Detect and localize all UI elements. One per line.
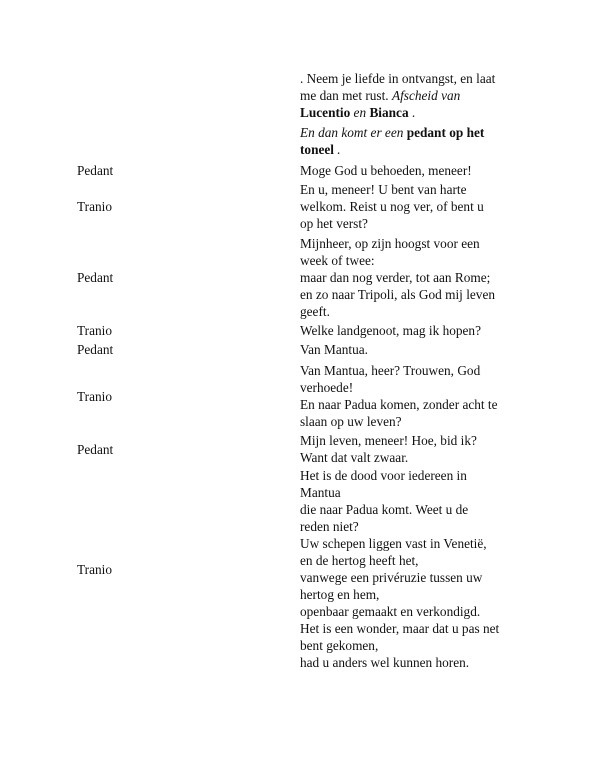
text-segment: Uw schepen liggen vast in Venetië,	[300, 536, 487, 551]
text-segment: Welke landgenoot, mag ik hopen?	[300, 323, 481, 338]
text-segment: En naar Padua komen, zonder acht te	[300, 397, 498, 412]
text-segment: had u anders wel kunnen horen.	[300, 655, 470, 670]
text-segment: Bianca	[369, 105, 409, 120]
speech-lines	[300, 124, 540, 158]
speech-lines	[300, 181, 540, 232]
text-segment: En u, meneer! U bent van harte	[300, 182, 467, 197]
text-segment: Want dat valt zwaar.	[300, 450, 409, 465]
text-segment: openbaar gemaakt en verkondigd.	[300, 604, 481, 619]
text-segment: welkom. Reist u nog ver, of bent u	[300, 199, 484, 214]
text-segment: Afscheid van	[391, 88, 461, 103]
speech-line	[300, 70, 540, 87]
speech-lines	[300, 235, 540, 320]
text-segment: .	[408, 105, 416, 120]
text-segment: Van Mantua.	[300, 342, 368, 357]
text-segment: me dan met rust.	[300, 88, 392, 103]
speech-line	[300, 654, 540, 671]
text-segment: op het verst?	[300, 216, 368, 231]
text-segment: Mantua	[300, 485, 341, 500]
speech-line	[300, 501, 540, 518]
speech-line	[300, 252, 540, 269]
speech-line	[300, 396, 540, 413]
text-segment: Moge God u behoeden, meneer!	[300, 163, 472, 178]
speech-lines	[300, 432, 540, 466]
speech-lines	[300, 341, 540, 358]
speech-line	[300, 104, 540, 121]
speech-line	[300, 379, 540, 396]
text-segment: en	[350, 105, 370, 120]
speaker-name: Pedant	[77, 163, 114, 178]
text-segment: pedant op het	[406, 125, 485, 140]
text-segment: Mijn leven, meneer! Hoe, bid ik?	[300, 433, 477, 448]
speaker-name: Tranio	[77, 389, 112, 404]
speaker-name: Pedant	[77, 270, 114, 285]
speech-line	[300, 569, 540, 586]
speech-line	[300, 286, 540, 303]
speech-line	[300, 467, 540, 484]
speech-line	[300, 432, 540, 449]
speaker-name: Tranio	[77, 199, 112, 214]
text-segment: week of twee:	[300, 253, 375, 268]
speech-lines	[300, 467, 540, 671]
speech-line	[300, 215, 540, 232]
text-segment: geeft.	[300, 304, 330, 319]
speaker-name: Tranio	[77, 562, 112, 577]
text-segment: En dan komt er een	[300, 125, 407, 140]
speaker-name: Pedant	[77, 442, 114, 457]
text-segment: maar dan nog verder, tot aan Rome;	[300, 270, 491, 285]
speech-line	[300, 235, 540, 252]
speech-line	[300, 341, 540, 358]
text-segment: Lucentio	[300, 105, 351, 120]
speech-line	[300, 484, 540, 501]
text-segment: en zo naar Tripoli, als God mij leven	[300, 287, 495, 302]
speech-line	[300, 449, 540, 466]
text-segment: .	[333, 142, 341, 157]
speech-lines	[300, 362, 540, 430]
text-segment: hertog en hem,	[300, 587, 380, 602]
speech-line	[300, 518, 540, 535]
speech-line	[300, 322, 540, 339]
speech-line	[300, 586, 540, 603]
speech-line	[300, 124, 540, 141]
text-segment: . Neem je liefde in ontvangst, en laat	[300, 71, 496, 86]
speech-line	[300, 269, 540, 286]
text-segment: vanwege een privéruzie tussen uw	[300, 570, 483, 585]
speech-lines	[300, 322, 540, 339]
speech-line	[300, 620, 540, 637]
text-segment: slaan op uw leven?	[300, 414, 402, 429]
speech-line	[300, 181, 540, 198]
text-segment: Het is een wonder, maar dat u pas net	[300, 621, 500, 636]
text-segment: Mijnheer, op zijn hoogst voor een	[300, 236, 480, 251]
speech-lines	[300, 162, 540, 179]
text-segment: die naar Padua komt. Weet u de	[300, 502, 469, 517]
speech-lines	[300, 70, 540, 121]
text-segment: toneel	[300, 142, 334, 157]
speech-line	[300, 141, 540, 158]
text-segment: bent gekomen,	[300, 638, 379, 653]
speech-line	[300, 198, 540, 215]
speaker-name: Pedant	[77, 342, 114, 357]
speech-line	[300, 552, 540, 569]
speech-line	[300, 87, 540, 104]
speech-line	[300, 535, 540, 552]
text-segment: reden niet?	[300, 519, 359, 534]
speaker-name: Tranio	[77, 323, 112, 338]
text-segment: Het is de dood voor iedereen in	[300, 468, 467, 483]
text-segment: Van Mantua, heer? Trouwen, God	[300, 363, 481, 378]
speech-line	[300, 362, 540, 379]
speech-line	[300, 162, 540, 179]
speech-line	[300, 413, 540, 430]
text-segment: verhoede!	[300, 380, 354, 395]
speech-line	[300, 637, 540, 654]
text-segment: en de hertog heeft het,	[300, 553, 419, 568]
speech-line	[300, 603, 540, 620]
speech-line	[300, 303, 540, 320]
